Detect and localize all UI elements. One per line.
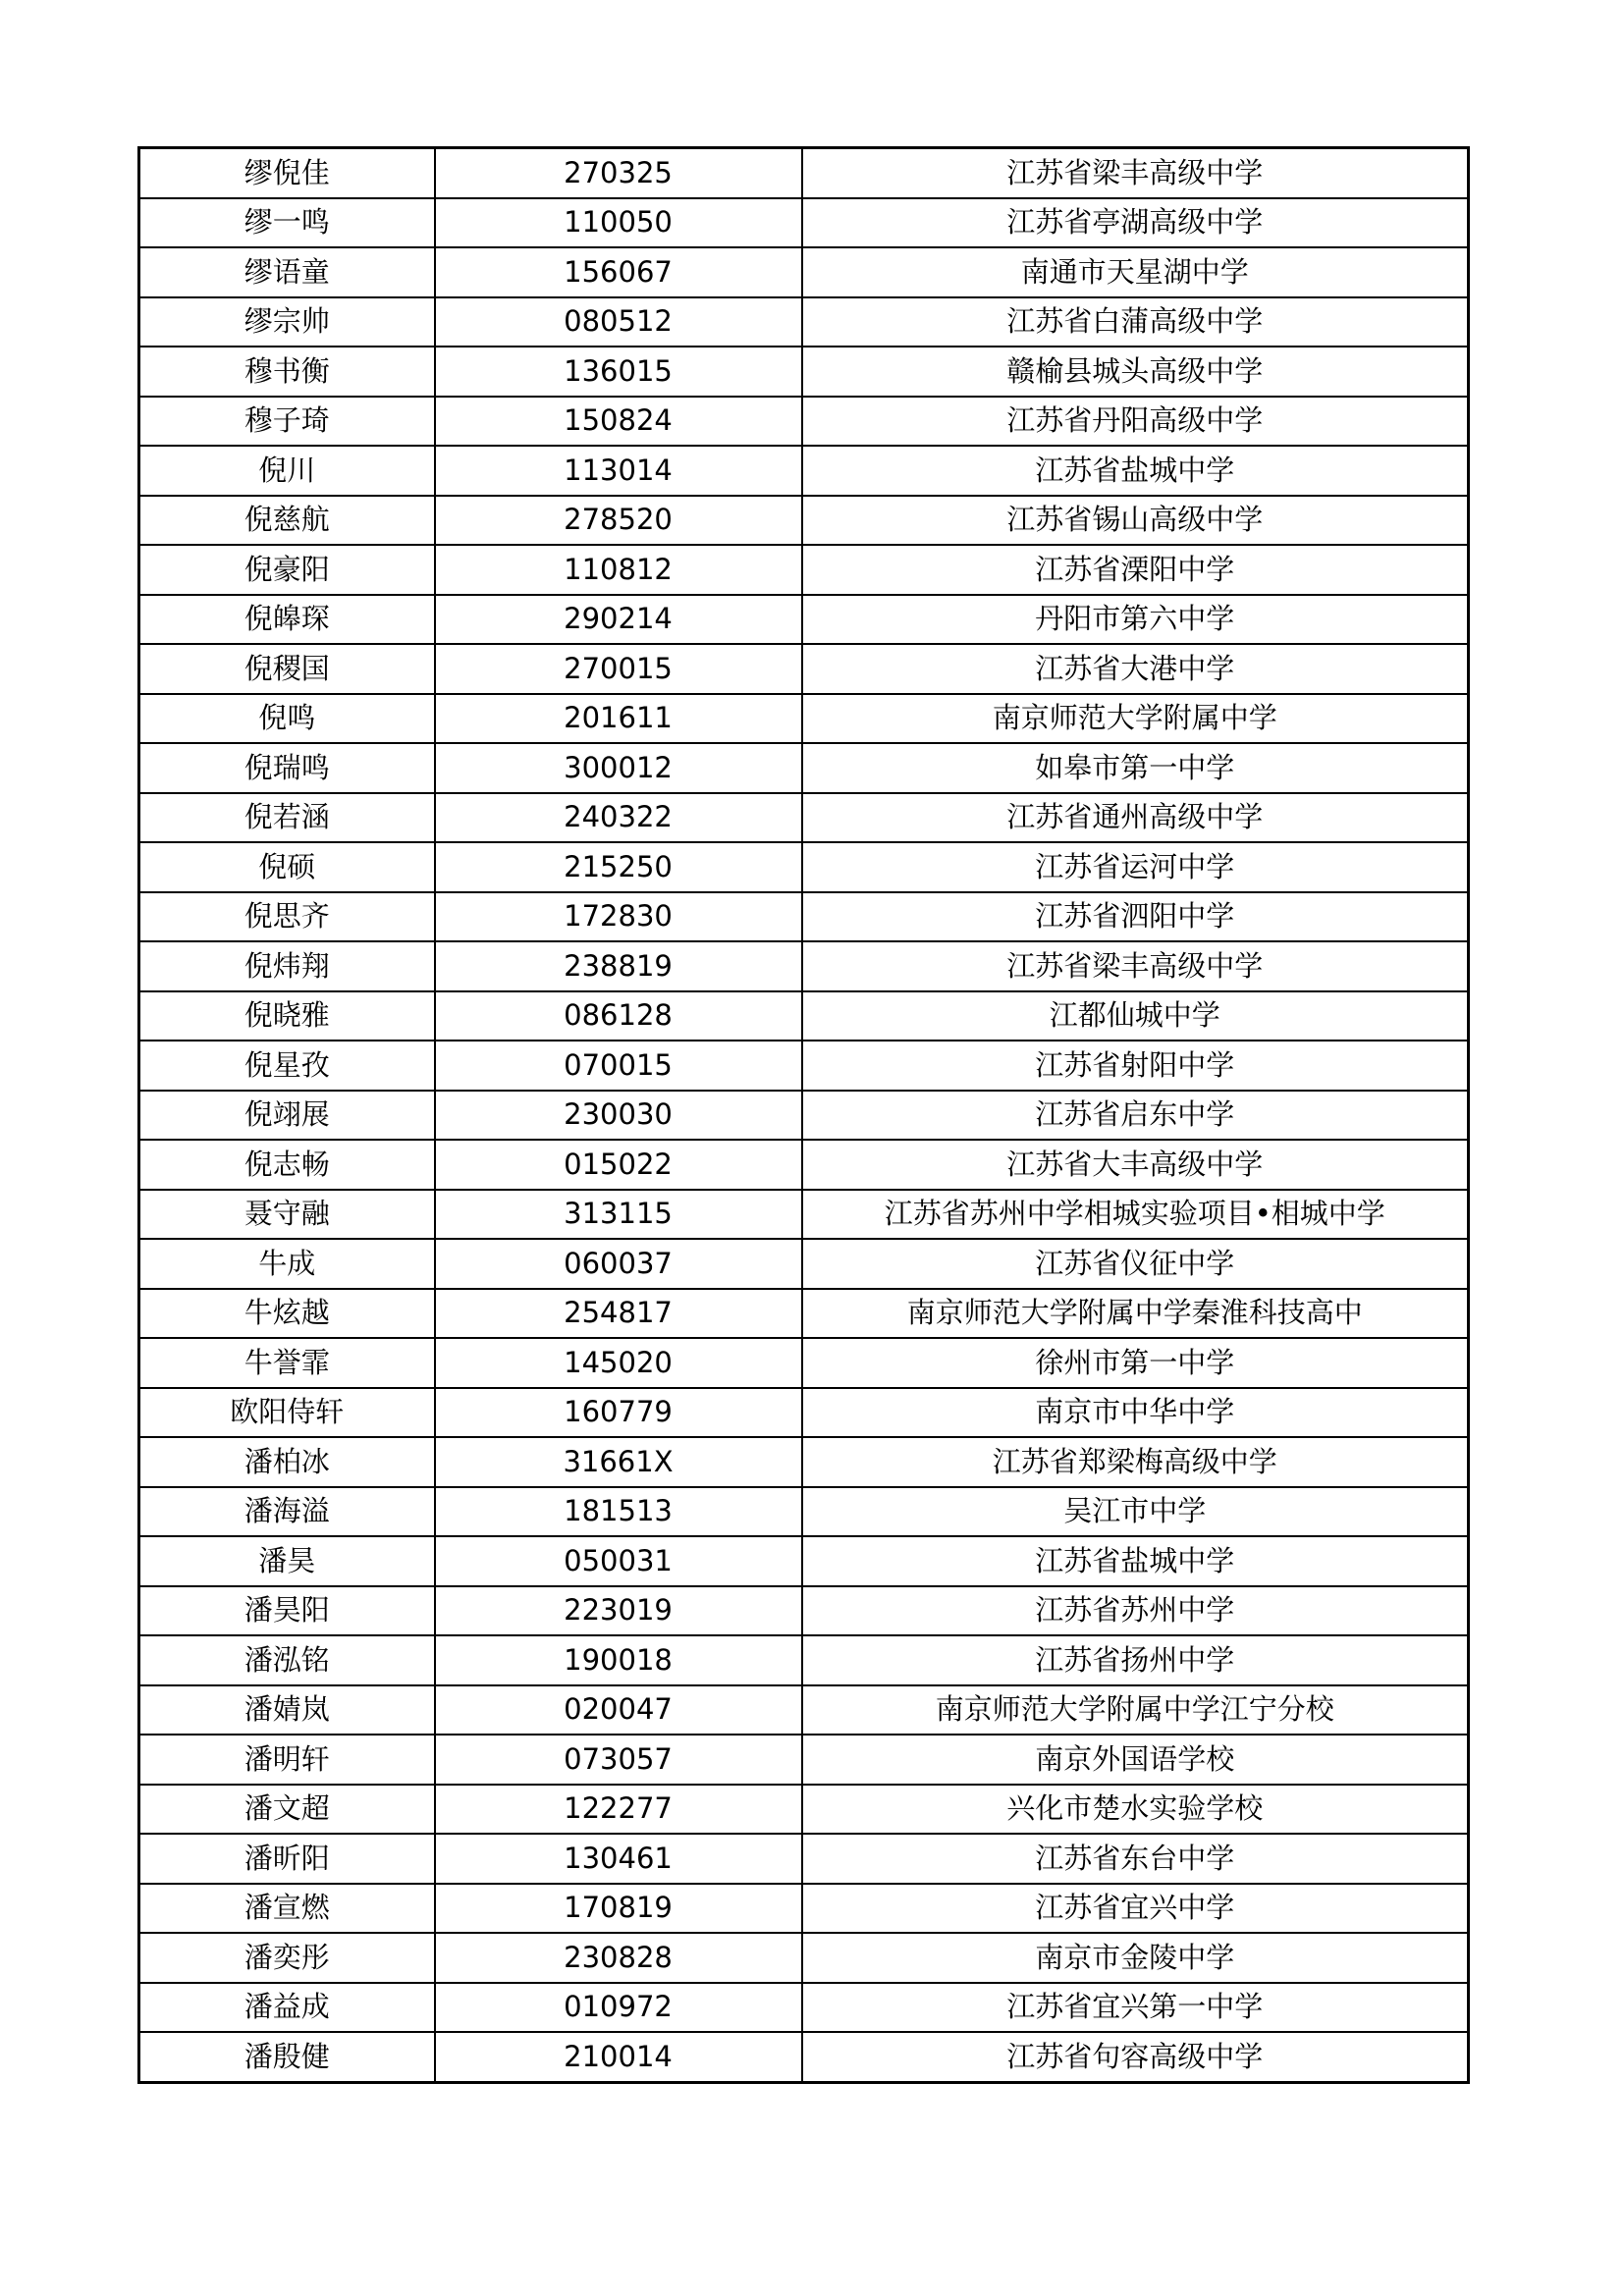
student-name-cell: 缪宗帅 (139, 297, 435, 347)
school-name-cell: 江苏省丹阳高级中学 (802, 397, 1469, 447)
student-id-cell: 150824 (435, 397, 802, 447)
school-name-cell: 江苏省苏州中学 (802, 1586, 1469, 1636)
student-id-cell: 223019 (435, 1586, 802, 1636)
table-row (139, 446, 1469, 496)
student-name-cell: 潘殷健 (139, 2032, 435, 2082)
table-row (139, 347, 1469, 397)
school-name-cell: 江苏省盐城中学 (802, 446, 1469, 496)
student-id-cell: 230828 (435, 1933, 802, 1983)
school-name-cell: 江都仙城中学 (802, 991, 1469, 1041)
school-name-cell: 吴江市中学 (802, 1487, 1469, 1537)
student-name-cell: 倪若涵 (139, 793, 435, 843)
school-name-cell: 江苏省泗阳中学 (802, 892, 1469, 942)
school-name-cell: 江苏省扬州中学 (802, 1635, 1469, 1685)
student-name-cell: 牛誉霏 (139, 1338, 435, 1388)
student-name-cell: 倪翊展 (139, 1091, 435, 1141)
table-row (139, 595, 1469, 645)
school-name-cell: 江苏省溧阳中学 (802, 545, 1469, 595)
table-row (139, 1933, 1469, 1983)
student-id-cell: 172830 (435, 892, 802, 942)
student-id-cell: 073057 (435, 1735, 802, 1785)
student-id-cell: 31661X (435, 1437, 802, 1487)
student-id-cell: 215250 (435, 842, 802, 892)
table-row (139, 148, 1469, 198)
table-row (139, 644, 1469, 694)
table-row (139, 892, 1469, 942)
table-row (139, 1536, 1469, 1586)
school-name-cell: 江苏省通州高级中学 (802, 793, 1469, 843)
student-name-cell: 倪慈航 (139, 496, 435, 546)
student-id-cell: 010972 (435, 1983, 802, 2033)
school-name-cell: 江苏省苏州中学相城实验项目•相城中学 (802, 1190, 1469, 1240)
school-name-cell: 丹阳市第六中学 (802, 595, 1469, 645)
student-name-cell: 潘柏冰 (139, 1437, 435, 1487)
student-name-cell: 潘益成 (139, 1983, 435, 2033)
student-id-cell: 136015 (435, 347, 802, 397)
school-name-cell: 南京外国语学校 (802, 1735, 1469, 1785)
school-name-cell: 江苏省锡山高级中学 (802, 496, 1469, 546)
table-row (139, 1586, 1469, 1636)
school-name-cell: 南京市金陵中学 (802, 1933, 1469, 1983)
school-name-cell: 南京师范大学附属中学江宁分校 (802, 1685, 1469, 1735)
student-name-cell: 倪豪阳 (139, 545, 435, 595)
student-id-cell: 240322 (435, 793, 802, 843)
school-name-cell: 江苏省郑梁梅高级中学 (802, 1437, 1469, 1487)
table-row (139, 1735, 1469, 1785)
student-name-cell: 潘婧岚 (139, 1685, 435, 1735)
student-name-cell: 缪一鸣 (139, 198, 435, 248)
table-row (139, 1785, 1469, 1835)
student-id-cell: 020047 (435, 1685, 802, 1735)
school-name-cell: 兴化市楚水实验学校 (802, 1785, 1469, 1835)
student-id-cell: 270015 (435, 644, 802, 694)
school-name-cell: 江苏省仪征中学 (802, 1239, 1469, 1289)
table-row (139, 397, 1469, 447)
school-name-cell: 江苏省运河中学 (802, 842, 1469, 892)
student-name-cell: 倪稷国 (139, 644, 435, 694)
student-id-cell: 190018 (435, 1635, 802, 1685)
table-row (139, 694, 1469, 744)
school-name-cell: 江苏省盐城中学 (802, 1536, 1469, 1586)
table-row (139, 2032, 1469, 2082)
table-row (139, 545, 1469, 595)
table-row (139, 297, 1469, 347)
table-body (139, 148, 1469, 2083)
student-name-cell: 倪思齐 (139, 892, 435, 942)
student-id-cell: 110812 (435, 545, 802, 595)
student-id-cell: 238819 (435, 941, 802, 991)
table-row (139, 247, 1469, 297)
table-row (139, 1289, 1469, 1339)
school-name-cell: 江苏省宜兴中学 (802, 1884, 1469, 1934)
school-name-cell: 赣榆县城头高级中学 (802, 347, 1469, 397)
student-id-cell: 080512 (435, 297, 802, 347)
school-name-cell: 南京师范大学附属中学 (802, 694, 1469, 744)
student-name-cell: 潘文超 (139, 1785, 435, 1835)
student-id-cell: 201611 (435, 694, 802, 744)
school-name-cell: 江苏省亭湖高级中学 (802, 198, 1469, 248)
student-id-cell: 270325 (435, 148, 802, 198)
table-row (139, 1437, 1469, 1487)
student-name-cell: 聂守融 (139, 1190, 435, 1240)
school-name-cell: 江苏省大丰高级中学 (802, 1140, 1469, 1190)
table-row (139, 1239, 1469, 1289)
table-row (139, 1487, 1469, 1537)
student-name-cell: 潘昊 (139, 1536, 435, 1586)
student-name-cell: 欧阳侍轩 (139, 1388, 435, 1438)
student-id-cell: 110050 (435, 198, 802, 248)
student-id-cell: 060037 (435, 1239, 802, 1289)
student-name-cell: 牛炫越 (139, 1289, 435, 1339)
student-id-cell: 156067 (435, 247, 802, 297)
student-id-cell: 290214 (435, 595, 802, 645)
student-name-cell: 潘海溢 (139, 1487, 435, 1537)
student-id-cell: 122277 (435, 1785, 802, 1835)
student-name-cell: 穆子琦 (139, 397, 435, 447)
student-name-cell: 牛成 (139, 1239, 435, 1289)
school-name-cell: 江苏省宜兴第一中学 (802, 1983, 1469, 2033)
table-row (139, 991, 1469, 1041)
student-id-cell: 086128 (435, 991, 802, 1041)
school-name-cell: 江苏省大港中学 (802, 644, 1469, 694)
table-row (139, 198, 1469, 248)
table-row (139, 743, 1469, 793)
school-name-cell: 江苏省梁丰高级中学 (802, 148, 1469, 198)
student-id-cell: 160779 (435, 1388, 802, 1438)
school-name-cell: 江苏省白蒲高级中学 (802, 297, 1469, 347)
student-name-cell: 倪鸣 (139, 694, 435, 744)
student-name-cell: 倪星孜 (139, 1041, 435, 1091)
table-row (139, 496, 1469, 546)
student-id-cell: 070015 (435, 1041, 802, 1091)
table-row (139, 1388, 1469, 1438)
school-name-cell: 如皋市第一中学 (802, 743, 1469, 793)
table-row (139, 1884, 1469, 1934)
school-name-cell: 南通市天星湖中学 (802, 247, 1469, 297)
student-name-cell: 潘明轩 (139, 1735, 435, 1785)
table-row (139, 1983, 1469, 2033)
table-row (139, 1338, 1469, 1388)
student-name-cell: 潘昕阳 (139, 1834, 435, 1884)
student-name-cell: 潘奕彤 (139, 1933, 435, 1983)
school-name-cell: 江苏省启东中学 (802, 1091, 1469, 1141)
school-name-cell: 徐州市第一中学 (802, 1338, 1469, 1388)
student-name-cell: 倪炜翔 (139, 941, 435, 991)
student-id-cell: 300012 (435, 743, 802, 793)
student-id-cell: 230030 (435, 1091, 802, 1141)
table-row (139, 1140, 1469, 1190)
table-row (139, 1091, 1469, 1141)
school-name-cell: 南京师范大学附属中学秦淮科技高中 (802, 1289, 1469, 1339)
student-id-cell: 210014 (435, 2032, 802, 2082)
student-id-cell: 313115 (435, 1190, 802, 1240)
student-name-cell: 潘宣燃 (139, 1884, 435, 1934)
student-name-cell: 穆书衡 (139, 347, 435, 397)
student-name-cell: 潘泓铭 (139, 1635, 435, 1685)
student-name-cell: 倪瑞鸣 (139, 743, 435, 793)
school-name-cell: 江苏省射阳中学 (802, 1041, 1469, 1091)
student-name-cell: 缪倪佳 (139, 148, 435, 198)
student-name-cell: 倪川 (139, 446, 435, 496)
student-list-table (137, 146, 1470, 2084)
student-id-cell: 278520 (435, 496, 802, 546)
student-name-cell: 倪晓雅 (139, 991, 435, 1041)
table-row (139, 1635, 1469, 1685)
table-row (139, 941, 1469, 991)
student-id-cell: 050031 (435, 1536, 802, 1586)
school-name-cell: 江苏省东台中学 (802, 1834, 1469, 1884)
school-name-cell: 江苏省句容高级中学 (802, 2032, 1469, 2082)
student-name-cell: 倪皞琛 (139, 595, 435, 645)
student-id-cell: 170819 (435, 1884, 802, 1934)
table-row (139, 1190, 1469, 1240)
student-id-cell: 181513 (435, 1487, 802, 1537)
student-id-cell: 254817 (435, 1289, 802, 1339)
school-name-cell: 南京市中华中学 (802, 1388, 1469, 1438)
student-id-cell: 145020 (435, 1338, 802, 1388)
student-id-cell: 113014 (435, 446, 802, 496)
table-row (139, 1834, 1469, 1884)
student-name-cell: 倪硕 (139, 842, 435, 892)
table-row (139, 842, 1469, 892)
student-name-cell: 缪语童 (139, 247, 435, 297)
table-row (139, 1685, 1469, 1735)
student-name-cell: 潘昊阳 (139, 1586, 435, 1636)
school-name-cell: 江苏省梁丰高级中学 (802, 941, 1469, 991)
student-id-cell: 130461 (435, 1834, 802, 1884)
table-row (139, 1041, 1469, 1091)
student-id-cell: 015022 (435, 1140, 802, 1190)
student-name-cell: 倪志畅 (139, 1140, 435, 1190)
table-row (139, 793, 1469, 843)
